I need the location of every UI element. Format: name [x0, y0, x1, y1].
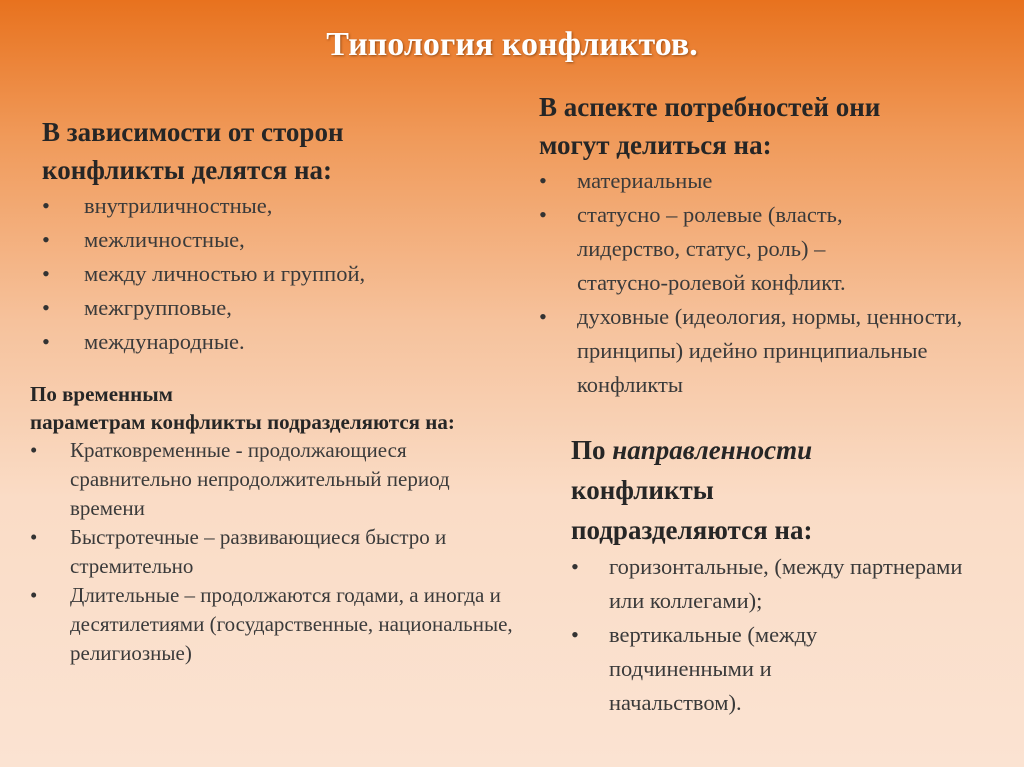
list-item: • международные. — [42, 325, 482, 359]
needs-list — [539, 164, 999, 402]
list-item: • Быстротечные – развивающиеся быстро и стремительно — [30, 523, 530, 581]
direction-heading: По направленности конфликты подразделяются на: — [571, 435, 813, 545]
list-item: • вертикальные (между подчиненными и начальством). — [571, 618, 909, 720]
list-item: • Длительные – продолжаются годами, а иногда и десятилетиями (государственные, национальные, религиозные) — [30, 581, 520, 668]
list-item: • внутриличностные, — [42, 189, 482, 223]
list-item: • Кратковременные - продолжающиеся сравнительно непродолжительный период времени — [30, 436, 500, 523]
list-item: • материальные — [539, 164, 999, 198]
direction-list — [571, 550, 1001, 720]
slide-title: Типология конфликтов. — [326, 26, 698, 63]
list-item: • межличностные, — [42, 223, 482, 257]
time-heading: По временным параметрам конфликты подразделяются на: — [30, 382, 455, 434]
sides-heading: В зависимости от сторон конфликты делятся на: — [42, 117, 344, 185]
sides-list — [42, 189, 482, 359]
time-block — [30, 380, 540, 668]
direction-emphasis: направленности — [612, 435, 813, 465]
direction-block — [571, 430, 1001, 720]
list-item: • горизонтальные, (между партнерами или коллегами); — [571, 550, 989, 618]
needs-heading: В аспекте потребностей они могут делиться на: — [539, 92, 881, 160]
list-item: • духовные (идеология, нормы, ценности, принципы) идейно принципиальные конфликты — [539, 300, 977, 402]
sides-block — [42, 113, 482, 359]
needs-block — [539, 88, 999, 402]
time-list — [30, 436, 540, 668]
list-item: • статусно – ролевые (власть, лидерство, статус, роль) – статусно-ролевой конфликт. — [539, 198, 917, 300]
list-item: • между личностью и группой, — [42, 257, 482, 291]
list-item: • межгрупповые, — [42, 291, 482, 325]
